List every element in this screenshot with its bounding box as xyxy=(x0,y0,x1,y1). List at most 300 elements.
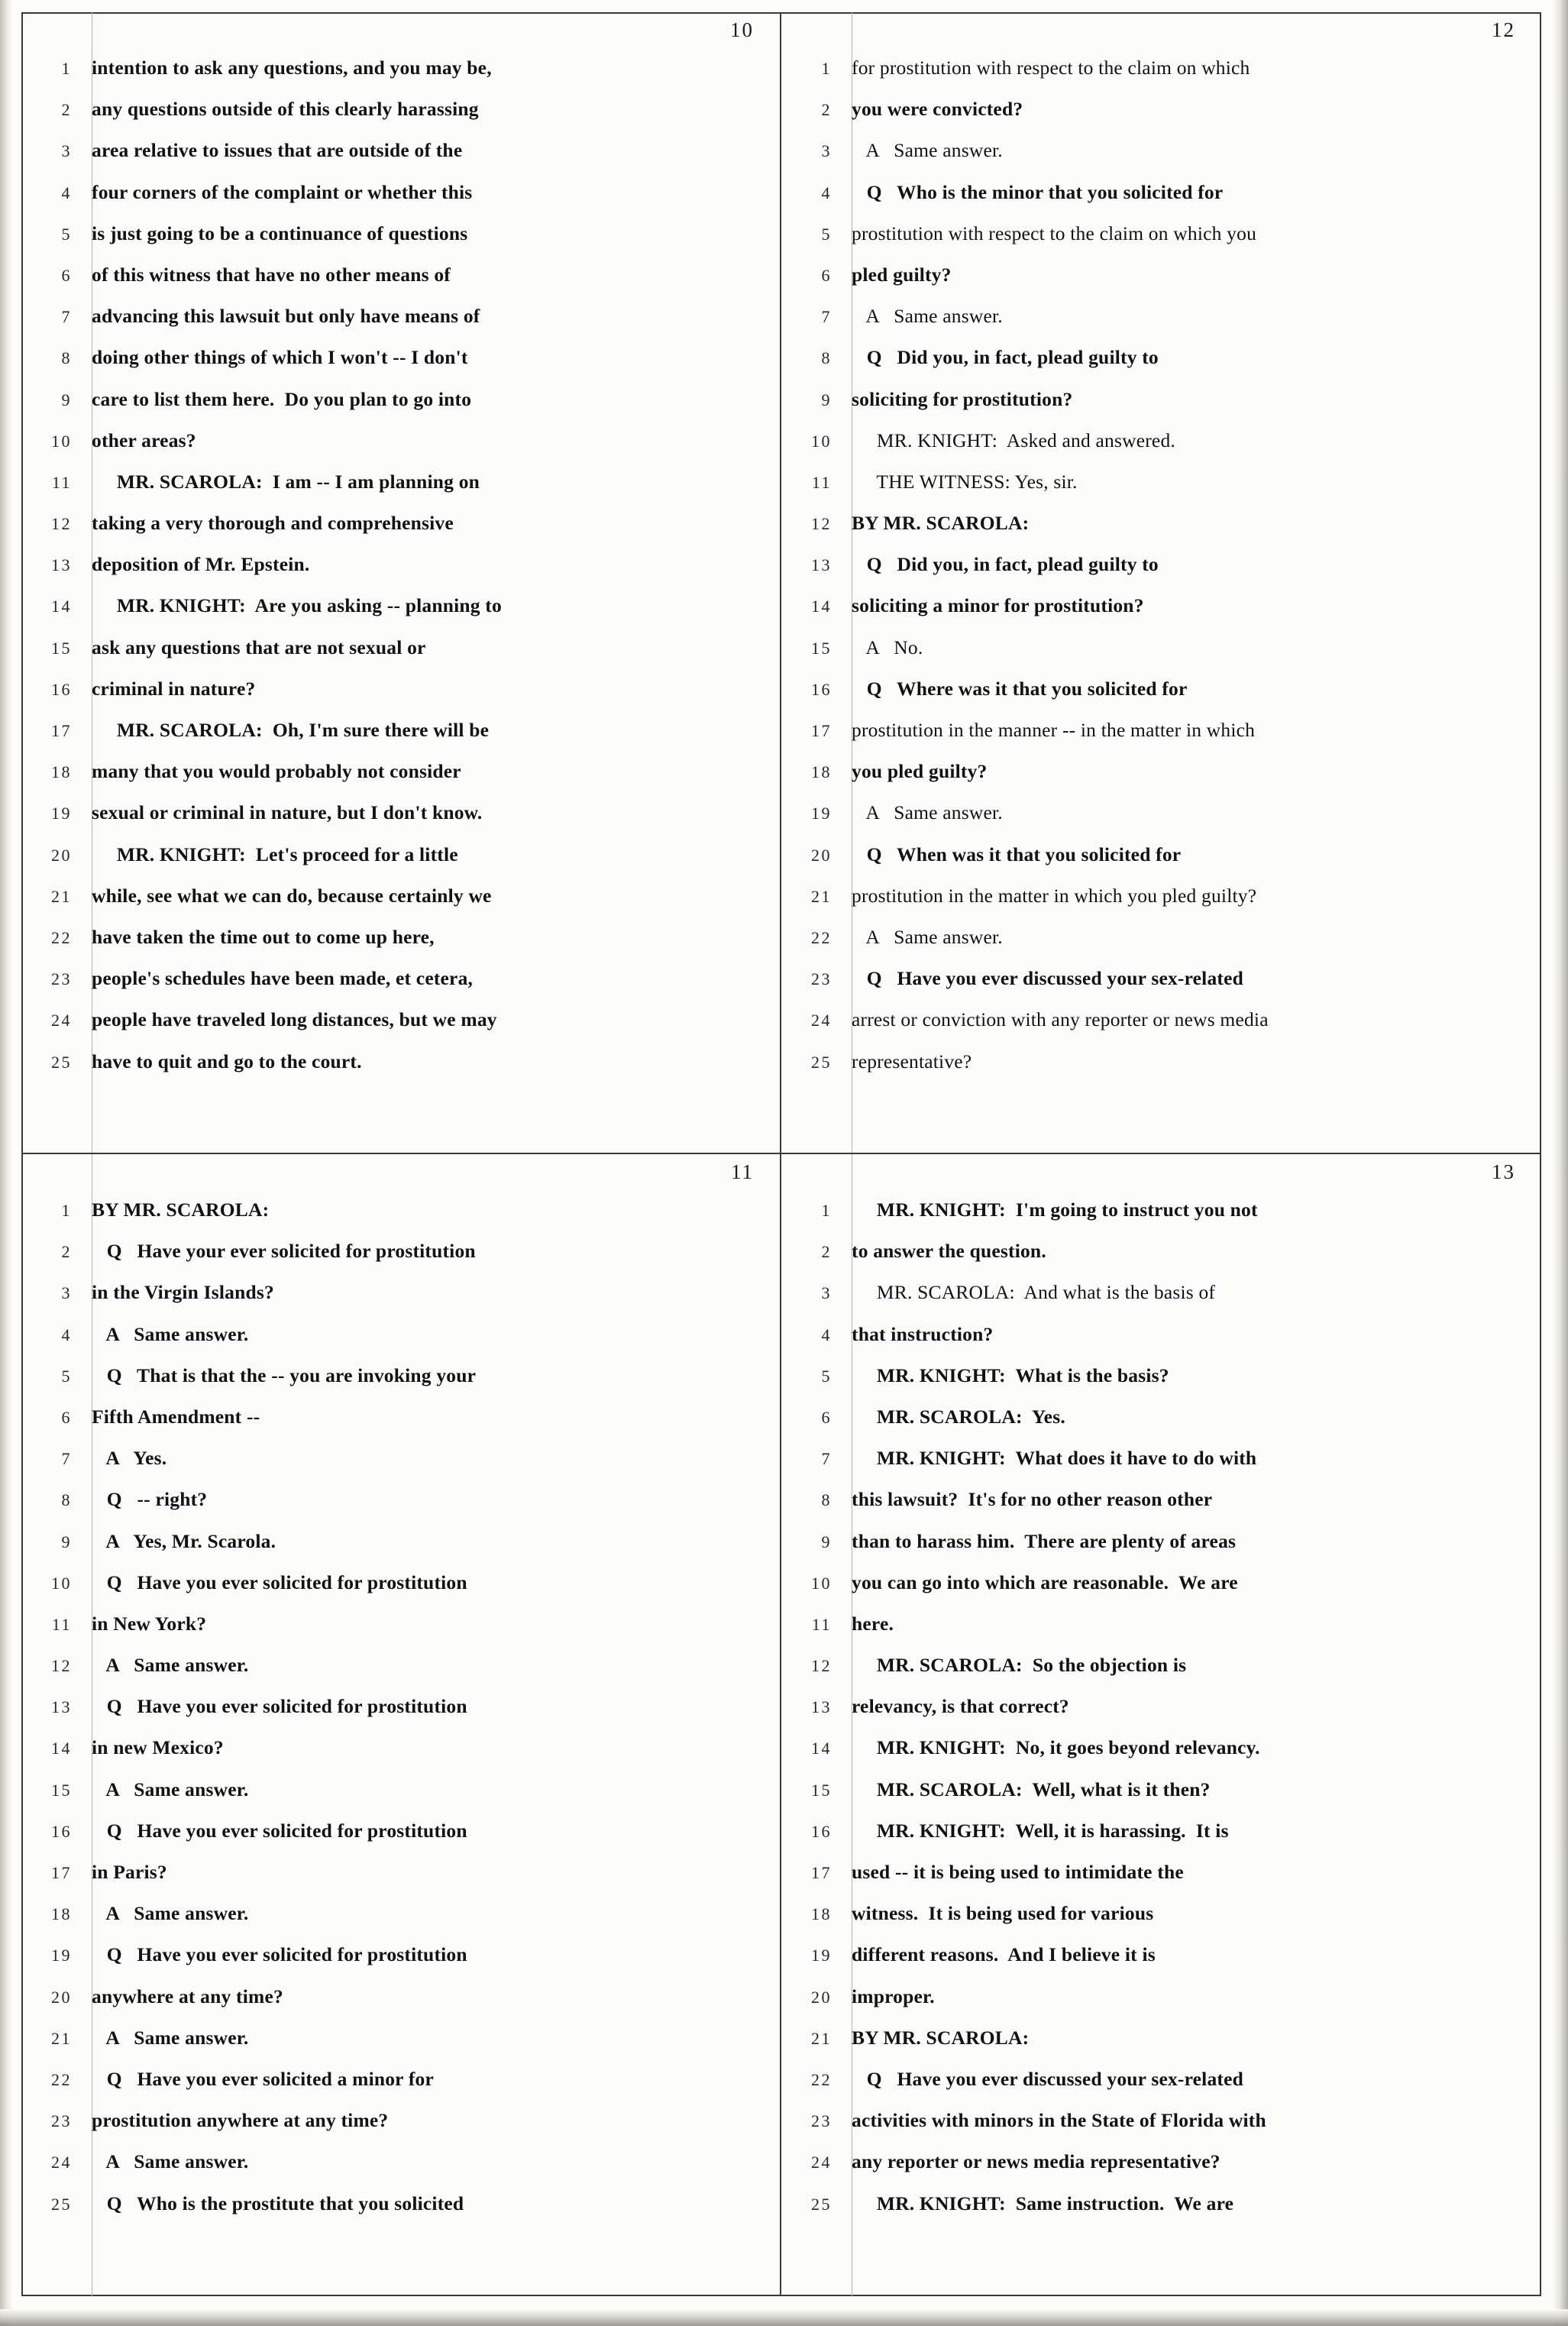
transcript-line xyxy=(781,429,1541,471)
transcript-line xyxy=(21,967,780,1008)
line-number: 7 xyxy=(821,1449,832,1469)
transcript-line xyxy=(781,1695,1541,1736)
transcript-line xyxy=(21,1240,780,1281)
transcript-line xyxy=(21,1488,780,1529)
line-number: 1 xyxy=(61,1201,72,1220)
line-text: Q Have you ever discussed your sex-related xyxy=(852,967,1243,990)
line-number: 25 xyxy=(811,2194,832,2214)
line-text: prostitution anywhere at any time? xyxy=(92,2109,389,2132)
line-text: intention to ask any questions, and you may be, xyxy=(92,57,492,79)
line-number: 5 xyxy=(821,1366,832,1386)
line-number: 23 xyxy=(51,2111,72,2131)
line-text: A Same answer. xyxy=(852,139,1003,162)
line-number: 5 xyxy=(61,1366,72,1386)
line-number: 3 xyxy=(61,1283,72,1303)
line-text: Q That is that the -- you are invoking your xyxy=(92,1364,477,1386)
line-text: MR. KNIGHT: Are you asking -- planning to xyxy=(92,594,502,617)
transcript-line xyxy=(781,1613,1541,1654)
transcript-line xyxy=(781,636,1541,678)
line-number: 5 xyxy=(61,224,72,244)
transcript-line xyxy=(781,1240,1541,1281)
transcript-line xyxy=(21,1281,780,1322)
line-text: MR. SCAROLA: Yes. xyxy=(852,1405,1065,1428)
line-number: 7 xyxy=(821,307,832,327)
line-text: A Same answer. xyxy=(92,2026,249,2049)
line-number: 6 xyxy=(821,265,832,285)
line-text: you were convicted? xyxy=(852,98,1023,121)
line-number: 19 xyxy=(51,1946,72,1965)
transcript-line xyxy=(781,760,1541,801)
line-text: MR. SCAROLA: And what is the basis of xyxy=(852,1281,1216,1304)
line-number: 17 xyxy=(51,1863,72,1882)
transcript-line xyxy=(781,1008,1541,1050)
line-text: Q Who is the minor that you solicited for xyxy=(852,180,1224,203)
line-number: 12 xyxy=(51,514,72,534)
page-number-12: 12 xyxy=(1492,18,1515,41)
line-number: 4 xyxy=(821,183,832,202)
line-number: 11 xyxy=(811,472,832,492)
scan-edge-shadow-left xyxy=(0,0,12,2326)
line-text: MR. KNIGHT: Asked and answered. xyxy=(852,429,1175,451)
line-number: 13 xyxy=(51,555,72,575)
transcript-lines-page-10 xyxy=(21,57,780,1092)
line-text: four corners of the complaint or whether this xyxy=(92,180,473,203)
transcript-lines-page-13 xyxy=(781,1199,1541,2234)
line-number: 8 xyxy=(821,348,832,368)
line-text: than to harass him. There are plenty of areas xyxy=(852,1529,1237,1552)
line-number: 15 xyxy=(51,638,72,658)
line-text: MR. SCAROLA: Oh, I'm sure there will be xyxy=(92,719,490,741)
line-number: 6 xyxy=(61,1407,72,1427)
line-text: Q Did you, in fact, plead guilty to xyxy=(852,346,1159,369)
line-text: people's schedules have been made, et cetera, xyxy=(92,967,474,990)
line-text: people have traveled long distances, but we may xyxy=(92,1008,497,1031)
line-text: Q When was it that you solicited for xyxy=(852,843,1182,865)
line-number: 14 xyxy=(811,597,832,616)
transcript-line xyxy=(781,2192,1541,2234)
transcript-line xyxy=(781,264,1541,305)
transcript-line xyxy=(21,181,780,222)
line-text: A Same answer. xyxy=(92,1902,249,1925)
line-text: A Same answer. xyxy=(92,1778,249,1800)
line-text: prostitution with respect to the claim on which you xyxy=(852,222,1257,244)
transcript-line xyxy=(21,57,780,98)
line-number: 20 xyxy=(51,845,72,865)
line-text: improper. xyxy=(852,1985,935,2007)
transcript-line xyxy=(21,1571,780,1613)
line-text: A Yes, Mr. Scarola. xyxy=(92,1529,276,1552)
line-number: 22 xyxy=(811,2069,832,2089)
line-number: 2 xyxy=(61,100,72,120)
transcript-line xyxy=(781,1820,1541,1861)
line-number: 3 xyxy=(821,141,832,161)
line-text: care to list them here. Do you plan to go into xyxy=(92,387,472,410)
line-text: Q Where was it that you solicited for xyxy=(852,677,1188,700)
transcript-line xyxy=(781,1902,1541,1943)
line-text: A Yes. xyxy=(92,1447,167,1470)
line-number: 19 xyxy=(51,804,72,823)
line-text: Q Have you ever solicited for prostitution xyxy=(92,1695,467,1718)
line-number: 25 xyxy=(811,1052,832,1072)
transcript-line xyxy=(781,1943,1541,1985)
transcript-line xyxy=(781,801,1541,843)
line-number: 8 xyxy=(61,348,72,368)
transcript-page-11 xyxy=(21,1154,781,2296)
transcript-line xyxy=(21,1736,780,1778)
scan-edge-shadow-bottom xyxy=(0,2309,1568,2326)
line-text: sexual or criminal in nature, but I don't know. xyxy=(92,801,483,824)
line-number: 19 xyxy=(811,1946,832,1965)
transcript-line xyxy=(781,1530,1541,1571)
transcript-line xyxy=(21,1902,780,1943)
line-number: 10 xyxy=(811,1573,832,1593)
line-text: doing other things of which I won't -- I don't xyxy=(92,346,468,369)
line-text: to answer the question. xyxy=(852,1240,1046,1263)
transcript-line xyxy=(781,512,1541,553)
transcript-line xyxy=(21,1985,780,2027)
transcript-line xyxy=(781,1861,1541,1902)
line-number: 16 xyxy=(51,679,72,699)
line-number: 17 xyxy=(811,721,832,740)
transcript-line xyxy=(781,2068,1541,2109)
transcript-line xyxy=(21,760,780,801)
transcript-line xyxy=(781,1323,1541,1364)
transcript-line xyxy=(781,553,1541,594)
line-text: Q Who is the prostitute that you solicited xyxy=(92,2192,464,2214)
line-text: many that you would probably not consider xyxy=(92,760,461,783)
transcript-line xyxy=(21,719,780,760)
transcript-line xyxy=(781,388,1541,429)
transcript-line xyxy=(21,2192,780,2234)
line-number: 13 xyxy=(51,1697,72,1717)
line-number: 19 xyxy=(811,804,832,823)
line-text: MR. KNIGHT: Well, it is harassing. It is xyxy=(852,1819,1229,1842)
line-number: 2 xyxy=(61,1242,72,1262)
line-number: 23 xyxy=(811,969,832,989)
transcript-line xyxy=(21,1364,780,1406)
page-number-13: 13 xyxy=(1492,1160,1515,1183)
transcript-line xyxy=(781,1199,1541,1240)
line-number: 3 xyxy=(821,1283,832,1303)
line-text: Q Have you ever solicited a minor for xyxy=(92,2067,434,2090)
line-number: 11 xyxy=(51,1614,72,1634)
transcript-line xyxy=(781,139,1541,180)
transcript-line xyxy=(21,926,780,967)
transcript-line xyxy=(21,636,780,678)
line-number: 21 xyxy=(51,886,72,906)
transcript-line xyxy=(21,139,780,180)
transcript-line xyxy=(781,719,1541,760)
scan-edge-shadow-right xyxy=(1553,0,1568,2326)
line-number: 14 xyxy=(51,1739,72,1758)
transcript-line xyxy=(21,305,780,346)
line-text: used -- it is being used to intimidate the xyxy=(852,1861,1184,1883)
line-text: A Same answer. xyxy=(92,1322,249,1345)
line-number: 24 xyxy=(51,2153,72,2172)
line-number: 6 xyxy=(821,1407,832,1427)
page-number-11: 11 xyxy=(731,1160,754,1183)
transcript-line xyxy=(781,1447,1541,1488)
line-text: THE WITNESS: Yes, sir. xyxy=(852,470,1078,493)
transcript-line xyxy=(21,1613,780,1654)
line-text: you pled guilty? xyxy=(852,760,988,783)
line-text: area relative to issues that are outside of the xyxy=(92,139,463,162)
transcript-page-grid xyxy=(21,12,1541,2296)
line-text: Q Did you, in fact, plead guilty to xyxy=(852,553,1159,576)
line-text: other areas? xyxy=(92,429,196,451)
line-number: 24 xyxy=(51,1011,72,1030)
line-text: arrest or conviction with any reporter or news media xyxy=(852,1008,1269,1031)
line-number: 9 xyxy=(61,390,72,409)
transcript-line xyxy=(781,1985,1541,2027)
line-number: 1 xyxy=(821,1201,832,1220)
line-text: soliciting for prostitution? xyxy=(852,387,1073,410)
transcript-line xyxy=(21,885,780,926)
line-text: taking a very thorough and comprehensive xyxy=(92,512,454,535)
transcript-line xyxy=(781,967,1541,1008)
line-number: 13 xyxy=(811,555,832,575)
line-number: 18 xyxy=(51,1904,72,1924)
transcript-line xyxy=(21,1323,780,1364)
transcript-line xyxy=(21,1050,780,1092)
line-number: 2 xyxy=(821,1242,832,1262)
line-number: 10 xyxy=(51,1573,72,1593)
line-number: 9 xyxy=(821,390,832,409)
transcript-line xyxy=(21,1943,780,1985)
line-number: 3 xyxy=(61,141,72,161)
transcript-page-12 xyxy=(781,12,1541,1154)
line-text: is just going to be a continuance of questions xyxy=(92,222,468,244)
transcript-line xyxy=(781,2027,1541,2068)
transcript-line xyxy=(781,1778,1541,1820)
line-text: Q -- right? xyxy=(92,1488,208,1511)
line-text: BY MR. SCAROLA: xyxy=(92,1199,270,1221)
transcript-lines-page-11 xyxy=(21,1199,780,2234)
transcript-line xyxy=(781,1654,1541,1695)
line-text: A Same answer. xyxy=(92,1654,249,1677)
line-number: 9 xyxy=(821,1532,832,1551)
transcript-line xyxy=(21,2109,780,2150)
transcript-line xyxy=(21,594,780,636)
line-number: 11 xyxy=(51,472,72,492)
line-text: have taken the time out to come up here, xyxy=(92,925,435,948)
transcript-line xyxy=(781,1406,1541,1447)
line-number: 10 xyxy=(811,431,832,451)
line-text: advancing this lawsuit but only have means of xyxy=(92,305,480,328)
transcript-line xyxy=(21,1447,780,1488)
line-number: 1 xyxy=(61,59,72,78)
line-number: 2 xyxy=(821,100,832,120)
transcript-lines-page-12 xyxy=(781,57,1541,1092)
line-text: MR. KNIGHT: What is the basis? xyxy=(852,1364,1169,1386)
transcript-line xyxy=(781,1050,1541,1092)
transcript-line xyxy=(781,926,1541,967)
line-text: in New York? xyxy=(92,1612,207,1635)
line-number: 25 xyxy=(51,2194,72,2214)
line-text: MR. KNIGHT: No, it goes beyond relevancy. xyxy=(852,1736,1260,1759)
line-text: anywhere at any time? xyxy=(92,1985,283,2007)
transcript-line xyxy=(781,885,1541,926)
line-text: MR. SCAROLA: So the objection is xyxy=(852,1654,1187,1677)
transcript-line xyxy=(781,2150,1541,2192)
line-text: BY MR. SCAROLA: xyxy=(852,512,1030,535)
line-number: 21 xyxy=(811,886,832,906)
line-number: 11 xyxy=(811,1614,832,1634)
line-text: Q Have you ever solicited for prostitution xyxy=(92,1943,467,1966)
line-text: pled guilty? xyxy=(852,263,952,286)
page-number-10: 10 xyxy=(730,18,754,41)
transcript-line xyxy=(781,222,1541,264)
line-number: 15 xyxy=(811,638,832,658)
line-text: A Same answer. xyxy=(92,2150,249,2173)
transcript-line xyxy=(21,264,780,305)
transcript-line xyxy=(781,1364,1541,1406)
line-text: A Same answer. xyxy=(852,305,1003,328)
line-number: 20 xyxy=(811,1987,832,2007)
transcript-line xyxy=(21,429,780,471)
line-text: ask any questions that are not sexual or xyxy=(92,636,426,658)
line-text: in new Mexico? xyxy=(92,1736,224,1759)
line-number: 24 xyxy=(811,1011,832,1030)
line-text: have to quit and go to the court. xyxy=(92,1050,362,1072)
line-number: 22 xyxy=(51,927,72,947)
line-text: Q Have you ever discussed your sex-related xyxy=(852,2067,1243,2090)
transcript-line xyxy=(21,1530,780,1571)
line-number: 21 xyxy=(51,2028,72,2048)
transcript-line xyxy=(21,222,780,264)
line-text: that instruction? xyxy=(852,1322,994,1345)
transcript-line xyxy=(21,388,780,429)
transcript-line xyxy=(21,512,780,553)
line-number: 13 xyxy=(811,1697,832,1717)
transcript-line xyxy=(781,57,1541,98)
transcript-line xyxy=(21,98,780,139)
transcript-line xyxy=(21,801,780,843)
line-number: 14 xyxy=(51,597,72,616)
line-text: while, see what we can do, because certainly we xyxy=(92,884,492,907)
transcript-line xyxy=(781,1571,1541,1613)
line-text: BY MR. SCAROLA: xyxy=(852,2026,1030,2049)
transcript-page-10 xyxy=(21,12,781,1154)
line-number: 18 xyxy=(811,1904,832,1924)
line-number: 23 xyxy=(51,969,72,989)
transcript-line xyxy=(781,181,1541,222)
line-number: 8 xyxy=(821,1490,832,1510)
line-text: MR. KNIGHT: What does it have to do with xyxy=(852,1447,1257,1470)
line-text: Q Have your ever solicited for prostitution xyxy=(92,1240,476,1263)
transcript-line xyxy=(21,678,780,719)
line-number: 12 xyxy=(51,1656,72,1676)
line-number: 18 xyxy=(51,762,72,782)
line-text: MR. SCAROLA: Well, what is it then? xyxy=(852,1778,1211,1800)
line-number: 23 xyxy=(811,2111,832,2131)
line-text: Q Have you ever solicited for prostitution xyxy=(92,1571,467,1593)
line-text: of this witness that have no other means of xyxy=(92,263,451,286)
line-text: for prostitution with respect to the claim on which xyxy=(852,57,1250,79)
line-number: 17 xyxy=(811,1863,832,1882)
line-text: any reporter or news media representative? xyxy=(852,2150,1220,2173)
transcript-line xyxy=(21,1008,780,1050)
line-text: MR. KNIGHT: I'm going to instruct you not xyxy=(852,1199,1258,1221)
line-text: A Same answer. xyxy=(852,801,1003,824)
line-text: relevancy, is that correct? xyxy=(852,1695,1069,1718)
transcript-line xyxy=(781,1488,1541,1529)
transcript-line xyxy=(781,1281,1541,1322)
line-text: MR. KNIGHT: Let's proceed for a little xyxy=(92,843,458,865)
line-number: 1 xyxy=(821,59,832,78)
line-text: criminal in nature? xyxy=(92,677,256,700)
transcript-line xyxy=(781,678,1541,719)
transcript-line xyxy=(21,1778,780,1820)
line-text: Fifth Amendment -- xyxy=(92,1405,260,1428)
line-number: 12 xyxy=(811,1656,832,1676)
line-number: 12 xyxy=(811,514,832,534)
transcript-line xyxy=(21,1820,780,1861)
transcript-line xyxy=(781,98,1541,139)
line-number: 7 xyxy=(61,307,72,327)
line-text: in the Virgin Islands? xyxy=(92,1281,274,1304)
transcript-line xyxy=(781,594,1541,636)
transcript-line xyxy=(781,2109,1541,2150)
line-text: Q Have you ever solicited for prostitution xyxy=(92,1819,467,1842)
line-number: 16 xyxy=(51,1821,72,1841)
line-text: soliciting a minor for prostitution? xyxy=(852,594,1144,617)
line-number: 10 xyxy=(51,431,72,451)
line-number: 25 xyxy=(51,1052,72,1072)
line-number: 17 xyxy=(51,721,72,740)
transcript-line xyxy=(21,2027,780,2068)
line-number: 16 xyxy=(811,679,832,699)
line-text: A No. xyxy=(852,636,923,658)
transcript-line xyxy=(21,346,780,387)
line-text: witness. It is being used for various xyxy=(852,1902,1154,1925)
transcript-line xyxy=(21,1199,780,1240)
line-number: 16 xyxy=(811,1821,832,1841)
line-number: 4 xyxy=(61,1325,72,1344)
line-text: MR. SCAROLA: I am -- I am planning on xyxy=(92,470,480,493)
transcript-line xyxy=(781,305,1541,346)
line-text: MR. KNIGHT: Same instruction. We are xyxy=(852,2192,1234,2214)
line-number: 22 xyxy=(811,927,832,947)
line-text: this lawsuit? It's for no other reason other xyxy=(852,1488,1213,1511)
line-number: 15 xyxy=(51,1780,72,1800)
line-text: activities with minors in the State of Florida with xyxy=(852,2109,1266,2132)
transcript-line xyxy=(781,1736,1541,1778)
line-number: 20 xyxy=(51,1987,72,2007)
line-text: different reasons. And I believe it is xyxy=(852,1943,1156,1966)
transcript-line xyxy=(21,2068,780,2109)
line-text: A Same answer. xyxy=(852,925,1003,948)
transcript-line xyxy=(781,346,1541,387)
line-text: any questions outside of this clearly harassing xyxy=(92,98,479,121)
line-number: 7 xyxy=(61,1449,72,1469)
line-number: 22 xyxy=(51,2069,72,2089)
transcript-page-13 xyxy=(781,1154,1541,2296)
transcript-line xyxy=(21,1654,780,1695)
transcript-line xyxy=(781,471,1541,512)
line-text: in Paris? xyxy=(92,1861,167,1883)
line-text: you can go into which are reasonable. We are xyxy=(852,1571,1238,1593)
line-number: 15 xyxy=(811,1780,832,1800)
line-number: 24 xyxy=(811,2153,832,2172)
line-text: prostitution in the matter in which you pled guilty? xyxy=(852,884,1257,907)
line-number: 9 xyxy=(61,1532,72,1551)
line-text: representative? xyxy=(852,1050,972,1072)
line-number: 4 xyxy=(821,1325,832,1344)
line-number: 6 xyxy=(61,265,72,285)
line-text: here. xyxy=(852,1612,894,1635)
transcript-line xyxy=(21,1861,780,1902)
